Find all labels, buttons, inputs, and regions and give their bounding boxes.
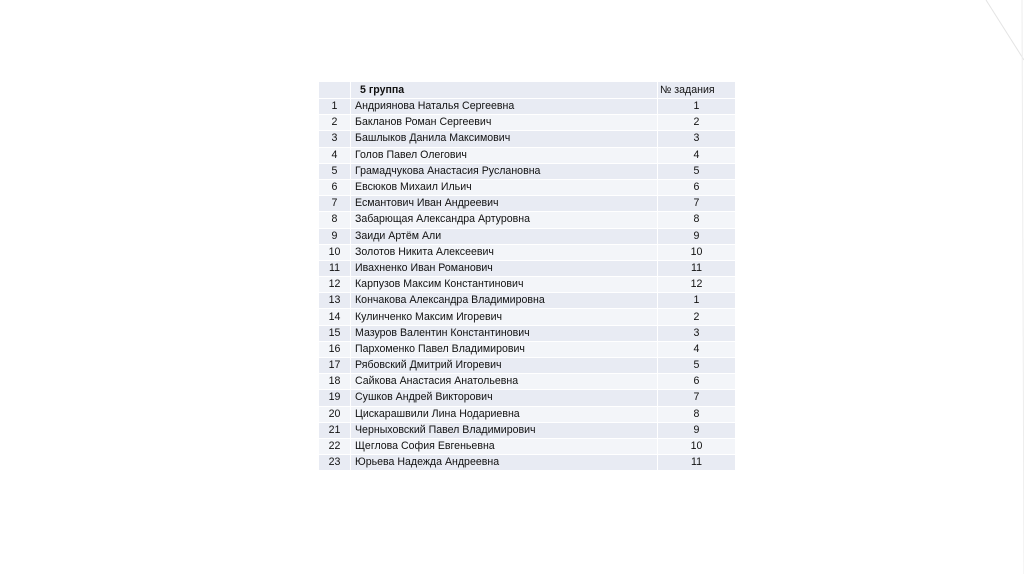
task-number: 2 xyxy=(657,115,735,131)
roster-body xyxy=(319,82,735,471)
student-name: Грамадчукова Анастасия Руслановна xyxy=(350,164,657,180)
student-name: Кончакова Александра Владимировна xyxy=(350,293,657,309)
table-row xyxy=(319,374,735,390)
task-number: 11 xyxy=(657,455,735,471)
table-row xyxy=(319,212,735,228)
row-number: 15 xyxy=(319,326,350,342)
table-row xyxy=(319,229,735,245)
student-name: Голов Павел Олегович xyxy=(350,148,657,164)
task-number: 9 xyxy=(657,423,735,439)
row-number: 22 xyxy=(319,439,350,455)
table-header-row xyxy=(319,82,735,99)
task-number: 3 xyxy=(657,131,735,147)
table-row xyxy=(319,131,735,147)
task-number: 8 xyxy=(657,407,735,423)
table-row xyxy=(319,423,735,439)
table-row xyxy=(319,277,735,293)
row-number: 4 xyxy=(319,148,350,164)
student-name: Ивахненко Иван Романович xyxy=(350,261,657,277)
row-number: 6 xyxy=(319,180,350,196)
row-number: 17 xyxy=(319,358,350,374)
table-row xyxy=(319,261,735,277)
task-number: 5 xyxy=(657,358,735,374)
table-row xyxy=(319,196,735,212)
table-row xyxy=(319,180,735,196)
student-name: Карпузов Максим Константинович xyxy=(350,277,657,293)
student-name: Андриянова Наталья Сергеевна xyxy=(350,99,657,115)
task-number: 10 xyxy=(657,439,735,455)
row-number: 10 xyxy=(319,245,350,261)
row-number: 8 xyxy=(319,212,350,228)
task-number: 8 xyxy=(657,212,735,228)
student-name: Мазуров Валентин Константинович xyxy=(350,326,657,342)
task-number: 2 xyxy=(657,309,735,325)
table-row xyxy=(319,326,735,342)
student-name: Заиди Артём Али xyxy=(350,229,657,245)
row-number: 12 xyxy=(319,277,350,293)
task-number: 4 xyxy=(657,342,735,358)
task-number: 3 xyxy=(657,326,735,342)
table-row xyxy=(319,293,735,309)
table-row xyxy=(319,164,735,180)
row-number: 20 xyxy=(319,407,350,423)
table-row xyxy=(319,99,735,115)
task-number: 4 xyxy=(657,148,735,164)
table-row xyxy=(319,245,735,261)
row-number: 13 xyxy=(319,293,350,309)
table-row xyxy=(319,390,735,406)
row-number: 11 xyxy=(319,261,350,277)
task-number: 6 xyxy=(657,180,735,196)
student-name: Черныховский Павел Владимирович xyxy=(350,423,657,439)
student-name: Сушков Андрей Викторович xyxy=(350,390,657,406)
row-number: 23 xyxy=(319,455,350,471)
table-row xyxy=(319,148,735,164)
student-name: Сайкова Анастасия Анатольевна xyxy=(350,374,657,390)
table-row xyxy=(319,439,735,455)
student-name: Золотов Никита Алексеевич xyxy=(350,245,657,261)
table-row xyxy=(319,309,735,325)
group-roster-table xyxy=(319,82,735,471)
task-number: 11 xyxy=(657,261,735,277)
student-name: Пархоменко Павел Владимирович xyxy=(350,342,657,358)
task-number: 7 xyxy=(657,390,735,406)
row-number: 18 xyxy=(319,374,350,390)
student-name: Рябовский Дмитрий Игоревич xyxy=(350,358,657,374)
student-name: Евсюков Михаил Ильич xyxy=(350,180,657,196)
task-number: 6 xyxy=(657,374,735,390)
task-number: 10 xyxy=(657,245,735,261)
student-name: Цискарашвили Лина Нодариевна xyxy=(350,407,657,423)
row-number: 1 xyxy=(319,99,350,115)
table-row xyxy=(319,407,735,423)
header-number-cell xyxy=(319,82,350,99)
row-number: 3 xyxy=(319,131,350,147)
table-row xyxy=(319,342,735,358)
task-number: 9 xyxy=(657,229,735,245)
task-number-header: № задания xyxy=(657,82,735,99)
student-name: Кулинченко Максим Игоревич xyxy=(350,309,657,325)
task-number: 1 xyxy=(657,293,735,309)
student-name: Щеглова София Евгеньевна xyxy=(350,439,657,455)
student-name: Юрьева Надежда Андреевна xyxy=(350,455,657,471)
row-number: 7 xyxy=(319,196,350,212)
task-number: 12 xyxy=(657,277,735,293)
task-number: 1 xyxy=(657,99,735,115)
row-number: 16 xyxy=(319,342,350,358)
student-name: Забарющая Александра Артуровна xyxy=(350,212,657,228)
row-number: 5 xyxy=(319,164,350,180)
slide-decoration xyxy=(984,0,1024,574)
row-number: 14 xyxy=(319,309,350,325)
table-row xyxy=(319,358,735,374)
decoration-line-1 xyxy=(986,0,1024,60)
task-number: 5 xyxy=(657,164,735,180)
row-number: 9 xyxy=(319,229,350,245)
table-row xyxy=(319,455,735,471)
student-name: Бакланов Роман Сергеевич xyxy=(350,115,657,131)
student-name: Башлыков Данила Максимович xyxy=(350,131,657,147)
row-number: 21 xyxy=(319,423,350,439)
table-row xyxy=(319,115,735,131)
group-title: 5 группа xyxy=(350,82,657,99)
row-number: 19 xyxy=(319,390,350,406)
task-number: 7 xyxy=(657,196,735,212)
row-number: 2 xyxy=(319,115,350,131)
student-name: Есмантович Иван Андреевич xyxy=(350,196,657,212)
